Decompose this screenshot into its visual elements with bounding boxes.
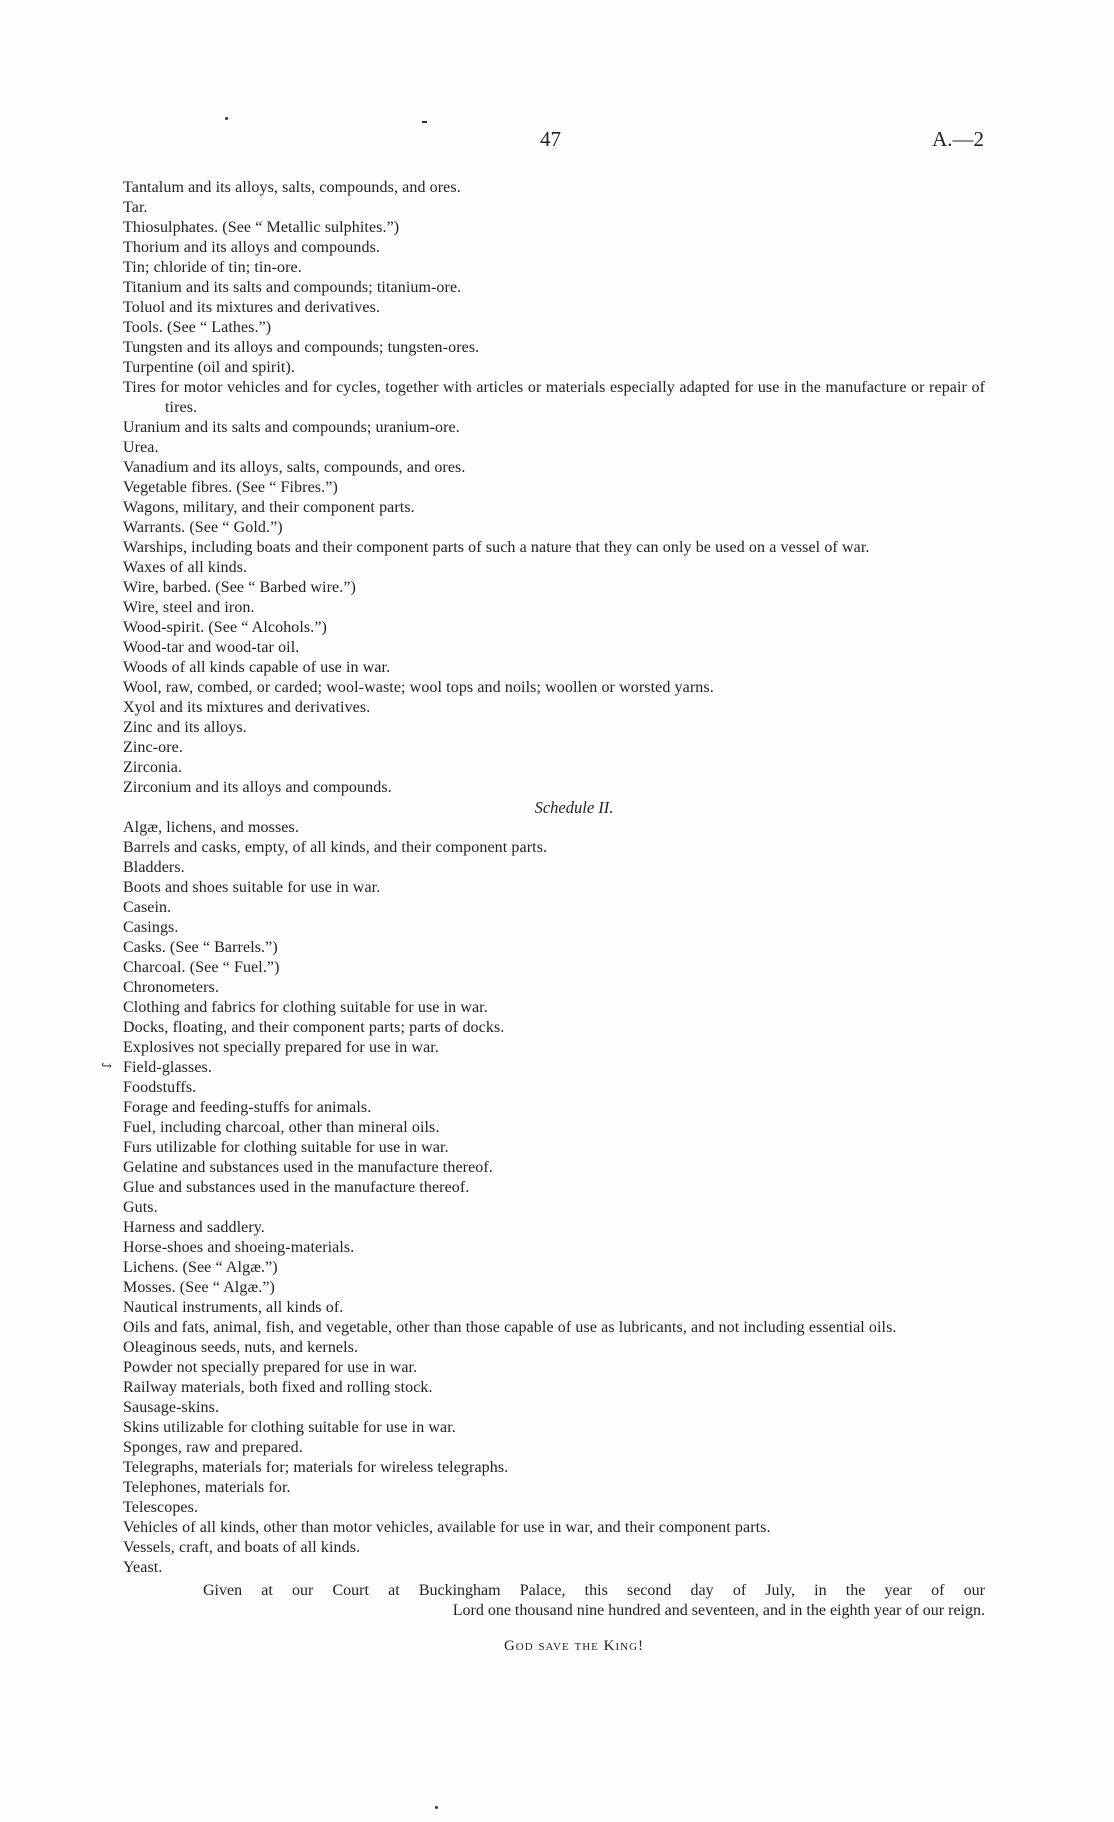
list-item: Furs utilizable for clothing suitable for use in war. [123, 1139, 449, 1156]
list-item: Vegetable fibres. (See “ Fibres.”) [123, 479, 338, 496]
list-item: Telephones, materials for. [123, 1479, 291, 1496]
list-item: Yeast. [123, 1559, 163, 1576]
list-item: Casks. (See “ Barrels.”) [123, 939, 278, 956]
closing-proclamation [123, 1581, 985, 1621]
list-item: Wagons, military, and their component parts. [123, 499, 415, 516]
closing-line-1: Given at our Court at Buckingham Palace, this second day of July, in the year of our [203, 1582, 985, 1599]
list-item: Lichens. (See “ Algæ.”) [123, 1259, 278, 1276]
list-item: Tungsten and its alloys and compounds; tungsten-ores. [123, 339, 480, 356]
list-item: Wood-spirit. (See “ Alcohols.”) [123, 619, 327, 636]
print-speck [422, 121, 427, 123]
list-item: Warrants. (See “ Gold.”) [123, 519, 283, 536]
list-item: Mosses. (See “ Algæ.”) [123, 1279, 275, 1296]
schedule-2-list [123, 818, 985, 1578]
list-item: Turpentine (oil and spirit). [123, 359, 295, 376]
document-body [123, 178, 985, 1655]
list-item: Tin; chloride of tin; tin-ore. [123, 259, 302, 276]
list-item: Sausage-skins. [123, 1399, 220, 1416]
list-item: Vanadium and its alloys, salts, compounds, and ores. [123, 459, 466, 476]
list-item: Casein. [123, 899, 172, 916]
list-item: Thiosulphates. (See “ Metallic sulphites.”) [123, 219, 400, 236]
list-item: Uranium and its salts and compounds; uranium-ore. [123, 419, 460, 436]
list-item: Oleaginous seeds, nuts, and kernels. [123, 1339, 359, 1356]
list-item: Charcoal. (See “ Fuel.”) [123, 959, 280, 976]
list-item: Algæ, lichens, and mosses. [123, 819, 299, 836]
list-item: Urea. [123, 439, 159, 456]
list-item: Foodstuffs. [123, 1079, 197, 1096]
list-item: Woods of all kinds capable of use in war. [123, 659, 391, 676]
list-item: Harness and saddlery. [123, 1219, 265, 1236]
list-item: Skins utilizable for clothing suitable for use in war. [123, 1419, 456, 1436]
list-item: Zinc and its alloys. [123, 719, 247, 736]
list-item: Wire, steel and iron. [123, 599, 255, 616]
list-item: Tools. (See “ Lathes.”) [123, 319, 272, 336]
print-speck [435, 1806, 438, 1809]
list-item: Powder not specially prepared for use in war. [123, 1359, 418, 1376]
list-item: Wool, raw, combed, or carded; wool-waste; wool tops and noils; woollen or worsted yarns. [123, 679, 714, 696]
document-reference: A.—2 [932, 127, 984, 151]
list-item: Gelatine and substances used in the manufacture thereof. [123, 1159, 493, 1176]
list-item: Zirconium and its alloys and compounds. [123, 779, 392, 796]
list-item: Telescopes. [123, 1499, 199, 1516]
list-item: Nautical instruments, all kinds of. [123, 1299, 344, 1316]
list-item: Thorium and its alloys and compounds. [123, 239, 381, 256]
list-item: Glue and substances used in the manufacture thereof. [123, 1179, 470, 1196]
list-item: Toluol and its mixtures and derivatives. [123, 299, 381, 316]
list-item: Sponges, raw and prepared. [123, 1439, 303, 1456]
list-item: Tantalum and its alloys, salts, compounds, and ores. [123, 179, 461, 196]
list-item: Tar. [123, 199, 148, 216]
list-item: Railway materials, both fixed and rolling stock. [123, 1379, 433, 1396]
list-item: Warships, including boats and their component parts of such a nature that they can only be used on a vessel of war. [123, 539, 870, 556]
list-item: Vehicles of all kinds, other than motor vehicles, available for use in war, and their component parts. [123, 1519, 771, 1536]
list-item: Xyol and its mixtures and derivatives. [123, 699, 371, 716]
print-speck [225, 117, 228, 120]
list-item: Zirconia. [123, 759, 183, 776]
list-item: Fuel, including charcoal, other than mineral oils. [123, 1119, 440, 1136]
list-item: Tires for motor vehicles and for cycles, together with articles or materials especially adapted for use in the manufacture or repair of tires. [123, 379, 985, 416]
list-item: Waxes of all kinds. [123, 559, 248, 576]
list-item: Boots and shoes suitable for use in war. [123, 879, 381, 896]
list-item: Wire, barbed. (See “ Barbed wire.”) [123, 579, 356, 596]
closing-line-2: Lord one thousand nine hundred and seventeen, and in the eighth year of our reign. [452, 1602, 985, 1619]
list-item: Bladders. [123, 859, 185, 876]
list-item: Clothing and fabrics for clothing suitable for use in war. [123, 999, 488, 1016]
page-number: 47 [540, 127, 561, 151]
schedule-1-continued-list [123, 178, 985, 798]
list-item: Vessels, craft, and boats of all kinds. [123, 1539, 361, 1556]
list-item: Oils and fats, animal, fish, and vegetable, other than those capable of use as lubricants, and not including essential oils. [123, 1319, 897, 1336]
list-item: Chronometers. [123, 979, 219, 996]
list-item: Docks, floating, and their component parts; parts of docks. [123, 1019, 505, 1036]
list-item: Telegraphs, materials for; materials for wireless telegraphs. [123, 1459, 509, 1476]
schedule-2-heading: Schedule II. [534, 798, 614, 817]
list-item: Barrels and casks, empty, of all kinds, and their component parts. [123, 839, 548, 856]
list-item: Explosives not specially prepared for use in war. [123, 1039, 439, 1056]
list-item: Titanium and its salts and compounds; titanium-ore. [123, 279, 462, 296]
list-item: Field-glasses. [123, 1059, 212, 1076]
list-item: Forage and feeding-stuffs for animals. [123, 1099, 372, 1116]
list-item: Casings. [123, 919, 179, 936]
marginal-mark-icon: ↪ [101, 1058, 112, 1073]
list-item: Wood-tar and wood-tar oil. [123, 639, 300, 656]
list-item: Zinc-ore. [123, 739, 183, 756]
list-item: Guts. [123, 1199, 158, 1216]
royal-motto: God save the King! [503, 1638, 645, 1654]
list-item: Horse-shoes and shoeing-materials. [123, 1239, 355, 1256]
